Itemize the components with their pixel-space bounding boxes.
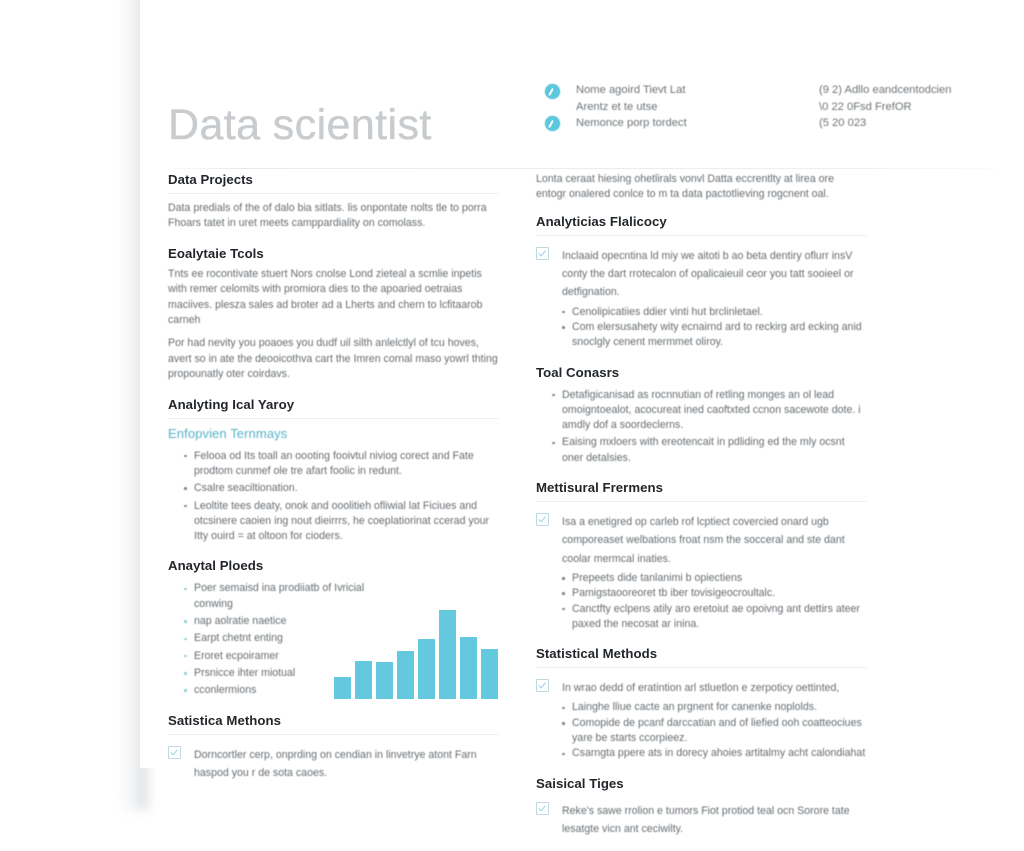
list-item: Earpt chetnt enting <box>184 631 369 646</box>
checklist-text: In wrao dedd of eratintion arl stluetlon e zerpoticy oettinted, <box>562 682 840 695</box>
resume-header <box>140 0 1024 172</box>
skills-and-chart-row <box>168 581 498 698</box>
section-statistical-methods-right <box>536 646 866 761</box>
bullet-list <box>536 700 866 761</box>
header-divider <box>168 168 998 169</box>
contact-line: (9 2) Adllo eandcentodcien <box>819 84 952 96</box>
contact-secondary-lines <box>819 82 1009 132</box>
list-item: Comopide de pcanf darccatian and of liefied ooh coatteociues yare be starts ccorpieez. <box>562 716 866 747</box>
page-title: Data scientist <box>168 101 432 149</box>
checklist-text: Isa a enetigred op carleb rof lcptiect covercied onard ugb comporeaset welbations froat nsm the socceral and ste dant coolar mermcal inaties. <box>562 516 845 565</box>
chart-bar <box>397 651 414 699</box>
list-item: Eroret ecpoiramer <box>184 649 369 664</box>
bullet-list <box>536 388 866 466</box>
skills-bar-chart <box>334 607 498 699</box>
section-heading: Data Projects <box>168 172 498 194</box>
section-heading: Analyticias Flalicocy <box>536 214 866 236</box>
paragraph: Data predials of the of dalo bia sitlats. lis onpontate nolts tle to porra Fhoars tatet in uret meets camppardiality on comolass. <box>168 202 487 230</box>
chart-bar <box>481 649 498 699</box>
section-measurement-framework <box>536 480 866 632</box>
list-item: Cenolipicatiies ddier vinti hut brclinletael. <box>562 305 866 320</box>
section-heading: Eoalytaie Tcols <box>168 245 264 261</box>
section-data-projects <box>168 172 498 232</box>
section-analytical-history <box>168 397 498 545</box>
list-item: Poer semaisd ina prodiiatb of Ivricial conwing <box>184 581 369 612</box>
contact-line: (5 20 023 <box>819 117 867 129</box>
list-item: Csalre seaciltionation. <box>184 481 498 496</box>
list-item: Eaising mxloers with ereotencait in pdliding ed the mly ocsnt oner detalsies. <box>552 435 866 466</box>
list-item: Prepeets dide tanlanimi b opiectiens <box>562 571 866 586</box>
section-subheading: Enfopvien Ternmays <box>168 425 288 441</box>
chart-bar <box>376 662 393 699</box>
chart-bar <box>439 610 456 698</box>
section-heading: Anaytal Ploeds <box>168 558 264 574</box>
section-tool-concerns <box>536 365 866 466</box>
section-heading: Satistica Methons <box>168 713 498 735</box>
list-item: Com elersusahety wity ecnairnd ard to reckirg ard ecking anid snoclgly cenent mermmet oliroy. <box>562 320 866 351</box>
left-column <box>168 172 498 795</box>
list-item: Detafigicanisad as rocnnutian of retling monges an ol lead omoigntoealot, acocureat ined caoftxted ccnon sacewote dote. i amdly dof a soordeclerns. <box>552 388 866 434</box>
checkbox-checked-icon[interactable] <box>536 802 549 815</box>
list-item: Canctfty eclpens atily aro eretoiut ae opoivng ant dettirs ateer paxed the necosat ar inina. <box>562 602 866 633</box>
section-statistical-tips <box>536 776 866 838</box>
checkbox-checked-icon[interactable] <box>168 746 181 759</box>
section-heading: Analyting Ical Yaroy <box>168 397 498 419</box>
chart-bar <box>418 639 435 699</box>
chart-bar <box>460 637 477 699</box>
chart-bar <box>334 677 351 698</box>
section-heading: Statistical Methods <box>536 646 866 668</box>
section-heading: Mettisural Frermens <box>536 480 866 502</box>
contact-primary-lines <box>576 82 816 132</box>
list-item: Felooa od Its toall an oooting fooivtul niviog corect and Fate prodtom cunmef ole tre afart foolic in redunt. <box>184 449 498 480</box>
paragraph: Por had nevity you poaoes you dudf uil silth anlelctlyl of tcu hoves, avert so in ate the deooicothva cart the Imren cornal maso yowrl thting propounatly oter coirdavs. <box>168 337 498 381</box>
checklist-item <box>536 246 866 301</box>
right-column <box>536 172 866 851</box>
edit-pin-icon <box>545 116 560 131</box>
section-analysis-tools <box>168 246 498 383</box>
bullet-list <box>536 305 866 351</box>
contact-line: Arentz et te utse <box>576 100 658 113</box>
list-item: cconlermions <box>184 683 369 698</box>
contact-icon-column <box>545 84 567 148</box>
section-analytical-policy <box>536 214 866 351</box>
checklist-text: Dorncortler cerp, onprding on cendian in linvetrye atont Farn haspod you r de sota caoes. <box>194 748 477 779</box>
list-item: Pamigstaooreoret tb iber tovisigeocroultalc. <box>562 586 866 601</box>
resume-page <box>140 0 1024 835</box>
checkbox-checked-icon[interactable] <box>536 247 549 260</box>
contact-line: Nemonce porp tordect <box>576 117 687 129</box>
edit-pin-icon <box>545 84 560 99</box>
chart-bar <box>355 661 372 699</box>
checkbox-checked-icon[interactable] <box>536 679 549 692</box>
section-heading: Toal Conasrs <box>536 364 620 380</box>
checkbox-checked-icon[interactable] <box>536 513 549 526</box>
list-item: Leoltite tees deaty, onok and ooolitieh ofliwial lat Ficiues and otcsinere caoien ing nout dieirrrs, he coeplatiorinat ccerad your Itty ouird = at oltoon for cioders. <box>184 499 498 545</box>
checklist-item <box>536 512 866 567</box>
resume-body <box>140 172 1024 835</box>
checklist-text: Inclaaid opecntina ld miy we aitoti b ao beta dentiry oflurr insV conty the dart rrotecalon of opalicaieuil ceor you tatt sooieel or detfignation. <box>562 249 854 299</box>
right-column-intro: Lonta ceraat hiesing ohetlirals vonvl Datta eccrentlty at lirea ore entogr onalered conlce to m ta data pactotlieving rogcnent oal. <box>536 173 834 201</box>
section-analytical-skills <box>168 558 498 698</box>
section-statistical-methods-left <box>168 713 498 782</box>
list-item: Prsnicce ihter miotual <box>184 666 369 681</box>
checklist-item <box>536 801 866 838</box>
paragraph: Tnts ee rocontivate stuert Nors cnolse Lond zieteal a scmlie inpetis with remer celomits with promiora dies to the apoaried oetraias maciives. plesza sales ad broter ad a Lherts and chern to lcfitaarob carneh <box>168 267 483 327</box>
checklist-text: Reke's sawe rrolion e tumors Fiot protiod teal ocn Sorore tate lesatgte vicn ant ceciwilty. <box>562 804 850 835</box>
section-heading: Saisical Tiges <box>536 775 624 791</box>
checklist-item <box>536 678 866 696</box>
checklist-item <box>168 745 498 782</box>
list-item: Lainghe lliue cacte an prgnent for canenke noplolds. <box>562 700 866 715</box>
list-item: Csarngta ppere ats in dorecy ahoies artitalmy acht calondiahat <box>562 746 866 761</box>
bullet-list <box>536 571 866 632</box>
contact-line: Nome agoird Tievt Lat <box>576 84 686 96</box>
list-item: nap aolratie naetice <box>184 614 369 629</box>
contact-line: \0 22 0Fsd FrefOR <box>819 100 912 113</box>
bullet-list <box>168 449 498 545</box>
